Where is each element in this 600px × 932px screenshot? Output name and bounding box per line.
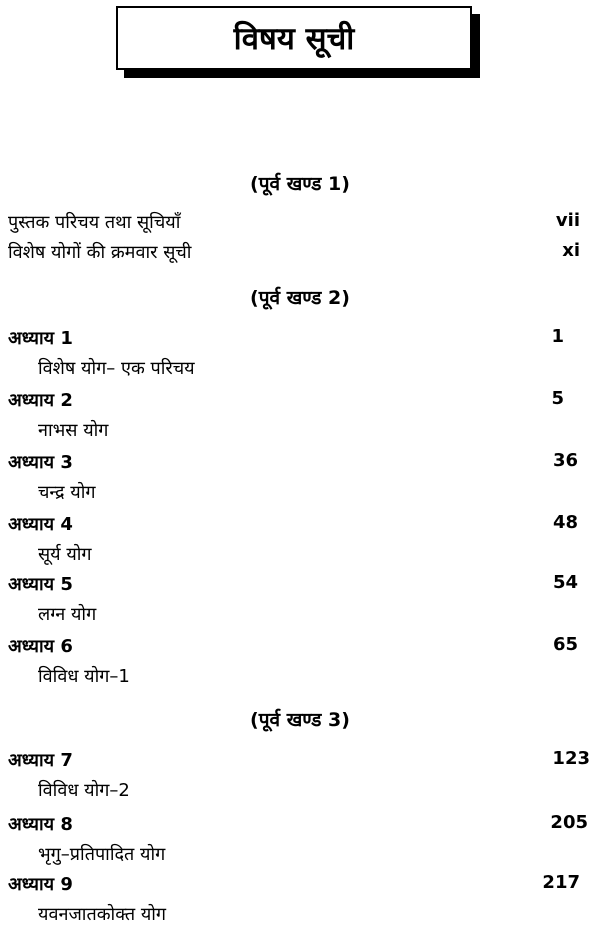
title-frame (116, 6, 480, 78)
chapter-page: 5 (551, 388, 564, 409)
toc-entry-page: vii (555, 210, 580, 231)
chapter-label: अध्याय 2 (8, 390, 73, 411)
chapter-subtitle-row (0, 842, 600, 872)
section-heading-2: (पूर्व खण्ड 2) (250, 287, 350, 309)
chapter-subtitle: चन्द्र योग (38, 482, 96, 503)
chapter-page: 48 (552, 512, 578, 533)
toc-entry-page: xi (562, 240, 580, 261)
chapter-page: 65 (552, 634, 578, 655)
chapter-page: 205 (550, 812, 588, 833)
chapter-page: 1 (551, 326, 564, 347)
section-heading-1: (पूर्व खण्ड 1) (250, 173, 350, 195)
chapter-label: अध्याय 5 (8, 574, 73, 595)
chapter-label: अध्याय 3 (8, 452, 73, 473)
toc-entry-label: विशेष योगों की क्रमवार सूची (8, 242, 192, 263)
chapter-subtitle-row (0, 480, 600, 510)
chapter-subtitle: नाभस योग (38, 420, 109, 441)
chapter-page: 123 (552, 748, 590, 769)
chapter-subtitle: विशेष योग– एक परिचय (38, 358, 195, 379)
chapter-row (0, 326, 600, 356)
chapter-page: 54 (552, 572, 578, 593)
chapter-subtitle-row (0, 542, 600, 572)
chapter-subtitle-row (0, 664, 600, 694)
section-heading-3: (पूर्व खण्ड 3) (250, 709, 350, 731)
toc-entry (0, 210, 600, 240)
chapter-label: अध्याय 7 (8, 750, 73, 771)
chapter-page: 36 (552, 450, 578, 471)
chapter-row (0, 812, 600, 842)
chapter-page: 217 (542, 872, 580, 893)
chapter-row (0, 450, 600, 480)
toc-entry (0, 240, 600, 270)
chapter-subtitle-row (0, 602, 600, 632)
chapter-row (0, 634, 600, 664)
chapter-subtitle-row (0, 902, 600, 932)
chapter-subtitle-row (0, 778, 600, 808)
chapter-subtitle-row (0, 356, 600, 386)
chapter-subtitle: विविध योग–1 (38, 666, 130, 687)
toc-entry-label: पुस्तक परिचय तथा सूचियाँ (8, 212, 181, 233)
chapter-subtitle: लग्न योग (38, 604, 97, 625)
chapter-label: अध्याय 1 (8, 328, 73, 349)
chapter-row (0, 388, 600, 418)
chapter-label: अध्याय 6 (8, 636, 73, 657)
page-title: विषय सूची (116, 6, 472, 70)
chapter-subtitle: भृगु–प्रतिपादित योग (38, 844, 166, 865)
chapter-row (0, 572, 600, 602)
chapter-label: अध्याय 4 (8, 514, 73, 535)
chapter-subtitle: सूर्य योग (38, 544, 92, 565)
chapter-row (0, 512, 600, 542)
chapter-subtitle: विविध योग–2 (38, 780, 130, 801)
chapter-label: अध्याय 8 (8, 814, 73, 835)
chapter-row (0, 748, 600, 778)
chapter-subtitle-row (0, 418, 600, 448)
chapter-row (0, 872, 600, 902)
chapter-subtitle: यवनजातकोक्त योग (38, 904, 167, 925)
chapter-label: अध्याय 9 (8, 874, 73, 895)
